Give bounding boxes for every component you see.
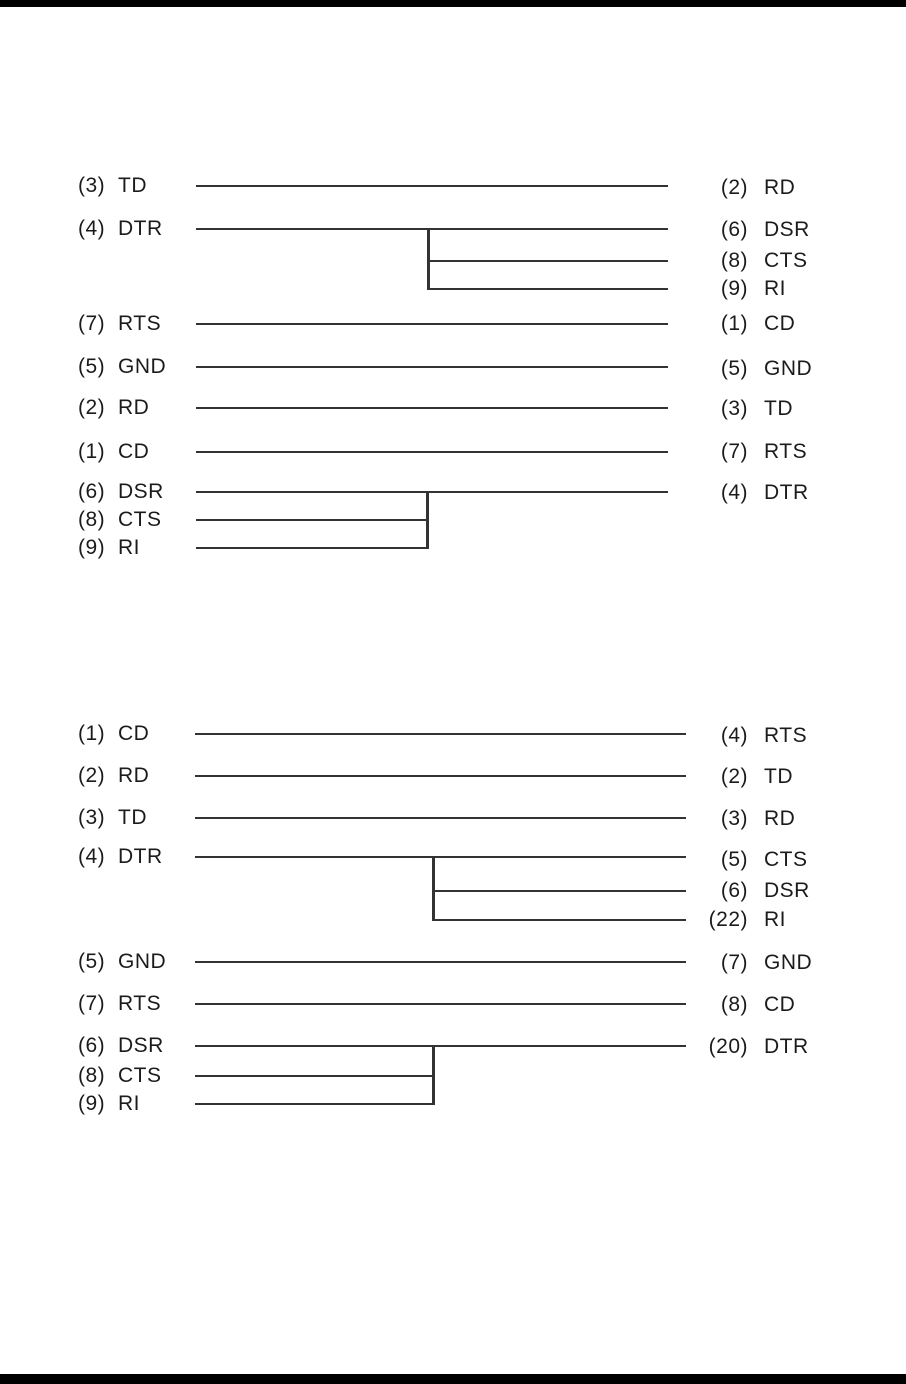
right-signal-name: DSR [764,879,810,902]
right-pin-number: (4) [720,724,748,747]
left-signal-name: RD [118,396,150,419]
left-signal-name: RI [118,1092,140,1115]
right-signal-name: DTR [764,481,809,504]
wire-horizontal [433,890,686,892]
right-signal-name: RD [764,807,796,830]
right-signal-name: TD [764,765,793,788]
left-pin-number: (7) [78,992,106,1015]
right-pin-number: (3) [720,807,748,830]
right-signal-name: RI [764,908,786,931]
left-signal-name: RD [118,764,150,787]
left-signal-name: CD [118,722,150,745]
right-signal-name: RD [764,176,796,199]
left-pin-number: (5) [78,950,106,973]
right-pin-number: (2) [720,176,748,199]
left-pin-number: (2) [78,396,106,419]
right-pin-number: (5) [720,848,748,871]
left-pin-number: (8) [78,508,106,531]
left-pin-number: (7) [78,312,106,335]
left-signal-name: CTS [118,508,162,531]
left-pin-number: (4) [78,217,106,240]
right-signal-name: RTS [764,440,808,463]
left-signal-name: TD [118,806,147,829]
wire-vertical [432,856,435,921]
right-signal-name: GND [764,357,813,380]
left-signal-name: GND [118,950,167,973]
left-pin-number: (3) [78,806,106,829]
right-pin-number: (1) [720,312,748,335]
right-signal-name: CD [764,993,796,1016]
wire-horizontal [195,1103,433,1105]
right-pin-number: (7) [720,951,748,974]
right-pin-number: (2) [720,765,748,788]
left-signal-name: RTS [118,992,162,1015]
right-signal-name: RI [764,277,786,300]
left-signal-name: CD [118,440,150,463]
left-pin-number: (4) [78,845,106,868]
right-pin-number: (22) [708,908,748,931]
left-signal-name: RI [118,536,140,559]
left-signal-name: TD [118,174,147,197]
wire-horizontal [195,1045,686,1047]
right-signal-name: DTR [764,1035,809,1058]
wire-horizontal [195,1075,433,1077]
left-signal-name: GND [118,355,167,378]
left-pin-number: (1) [78,722,106,745]
left-signal-name: DTR [118,217,163,240]
right-pin-number: (8) [720,249,748,272]
right-pin-number: (3) [720,397,748,420]
left-pin-number: (6) [78,1034,106,1057]
left-pin-number: (1) [78,440,106,463]
left-pin-number: (6) [78,480,106,503]
left-signal-name: DTR [118,845,163,868]
left-pin-number: (9) [78,536,106,559]
wire-horizontal [195,1003,686,1005]
right-pin-number: (4) [720,481,748,504]
left-pin-number: (2) [78,764,106,787]
right-pin-number: (7) [720,440,748,463]
left-signal-name: RTS [118,312,162,335]
right-signal-name: CD [764,312,796,335]
right-pin-number: (6) [720,218,748,241]
right-pin-number: (20) [708,1035,748,1058]
right-pin-number: (9) [720,277,748,300]
left-pin-number: (8) [78,1064,106,1087]
right-pin-number: (5) [720,357,748,380]
right-signal-name: GND [764,951,813,974]
right-signal-name: CTS [764,848,808,871]
wire-horizontal [195,856,686,858]
right-signal-name: RTS [764,724,808,747]
left-signal-name: CTS [118,1064,162,1087]
wire-horizontal [195,733,686,735]
right-signal-name: TD [764,397,793,420]
bottom-page-rule [0,1374,906,1384]
right-signal-name: DSR [764,218,810,241]
wire-horizontal [195,817,686,819]
right-pin-number: (6) [720,879,748,902]
left-pin-number: (3) [78,174,106,197]
wire-horizontal [195,775,686,777]
left-signal-name: DSR [118,1034,164,1057]
right-signal-name: CTS [764,249,808,272]
wire-horizontal [433,919,686,921]
left-signal-name: DSR [118,480,164,503]
left-pin-number: (9) [78,1092,106,1115]
right-pin-number: (8) [720,993,748,1016]
wire-horizontal [195,961,686,963]
left-pin-number: (5) [78,355,106,378]
